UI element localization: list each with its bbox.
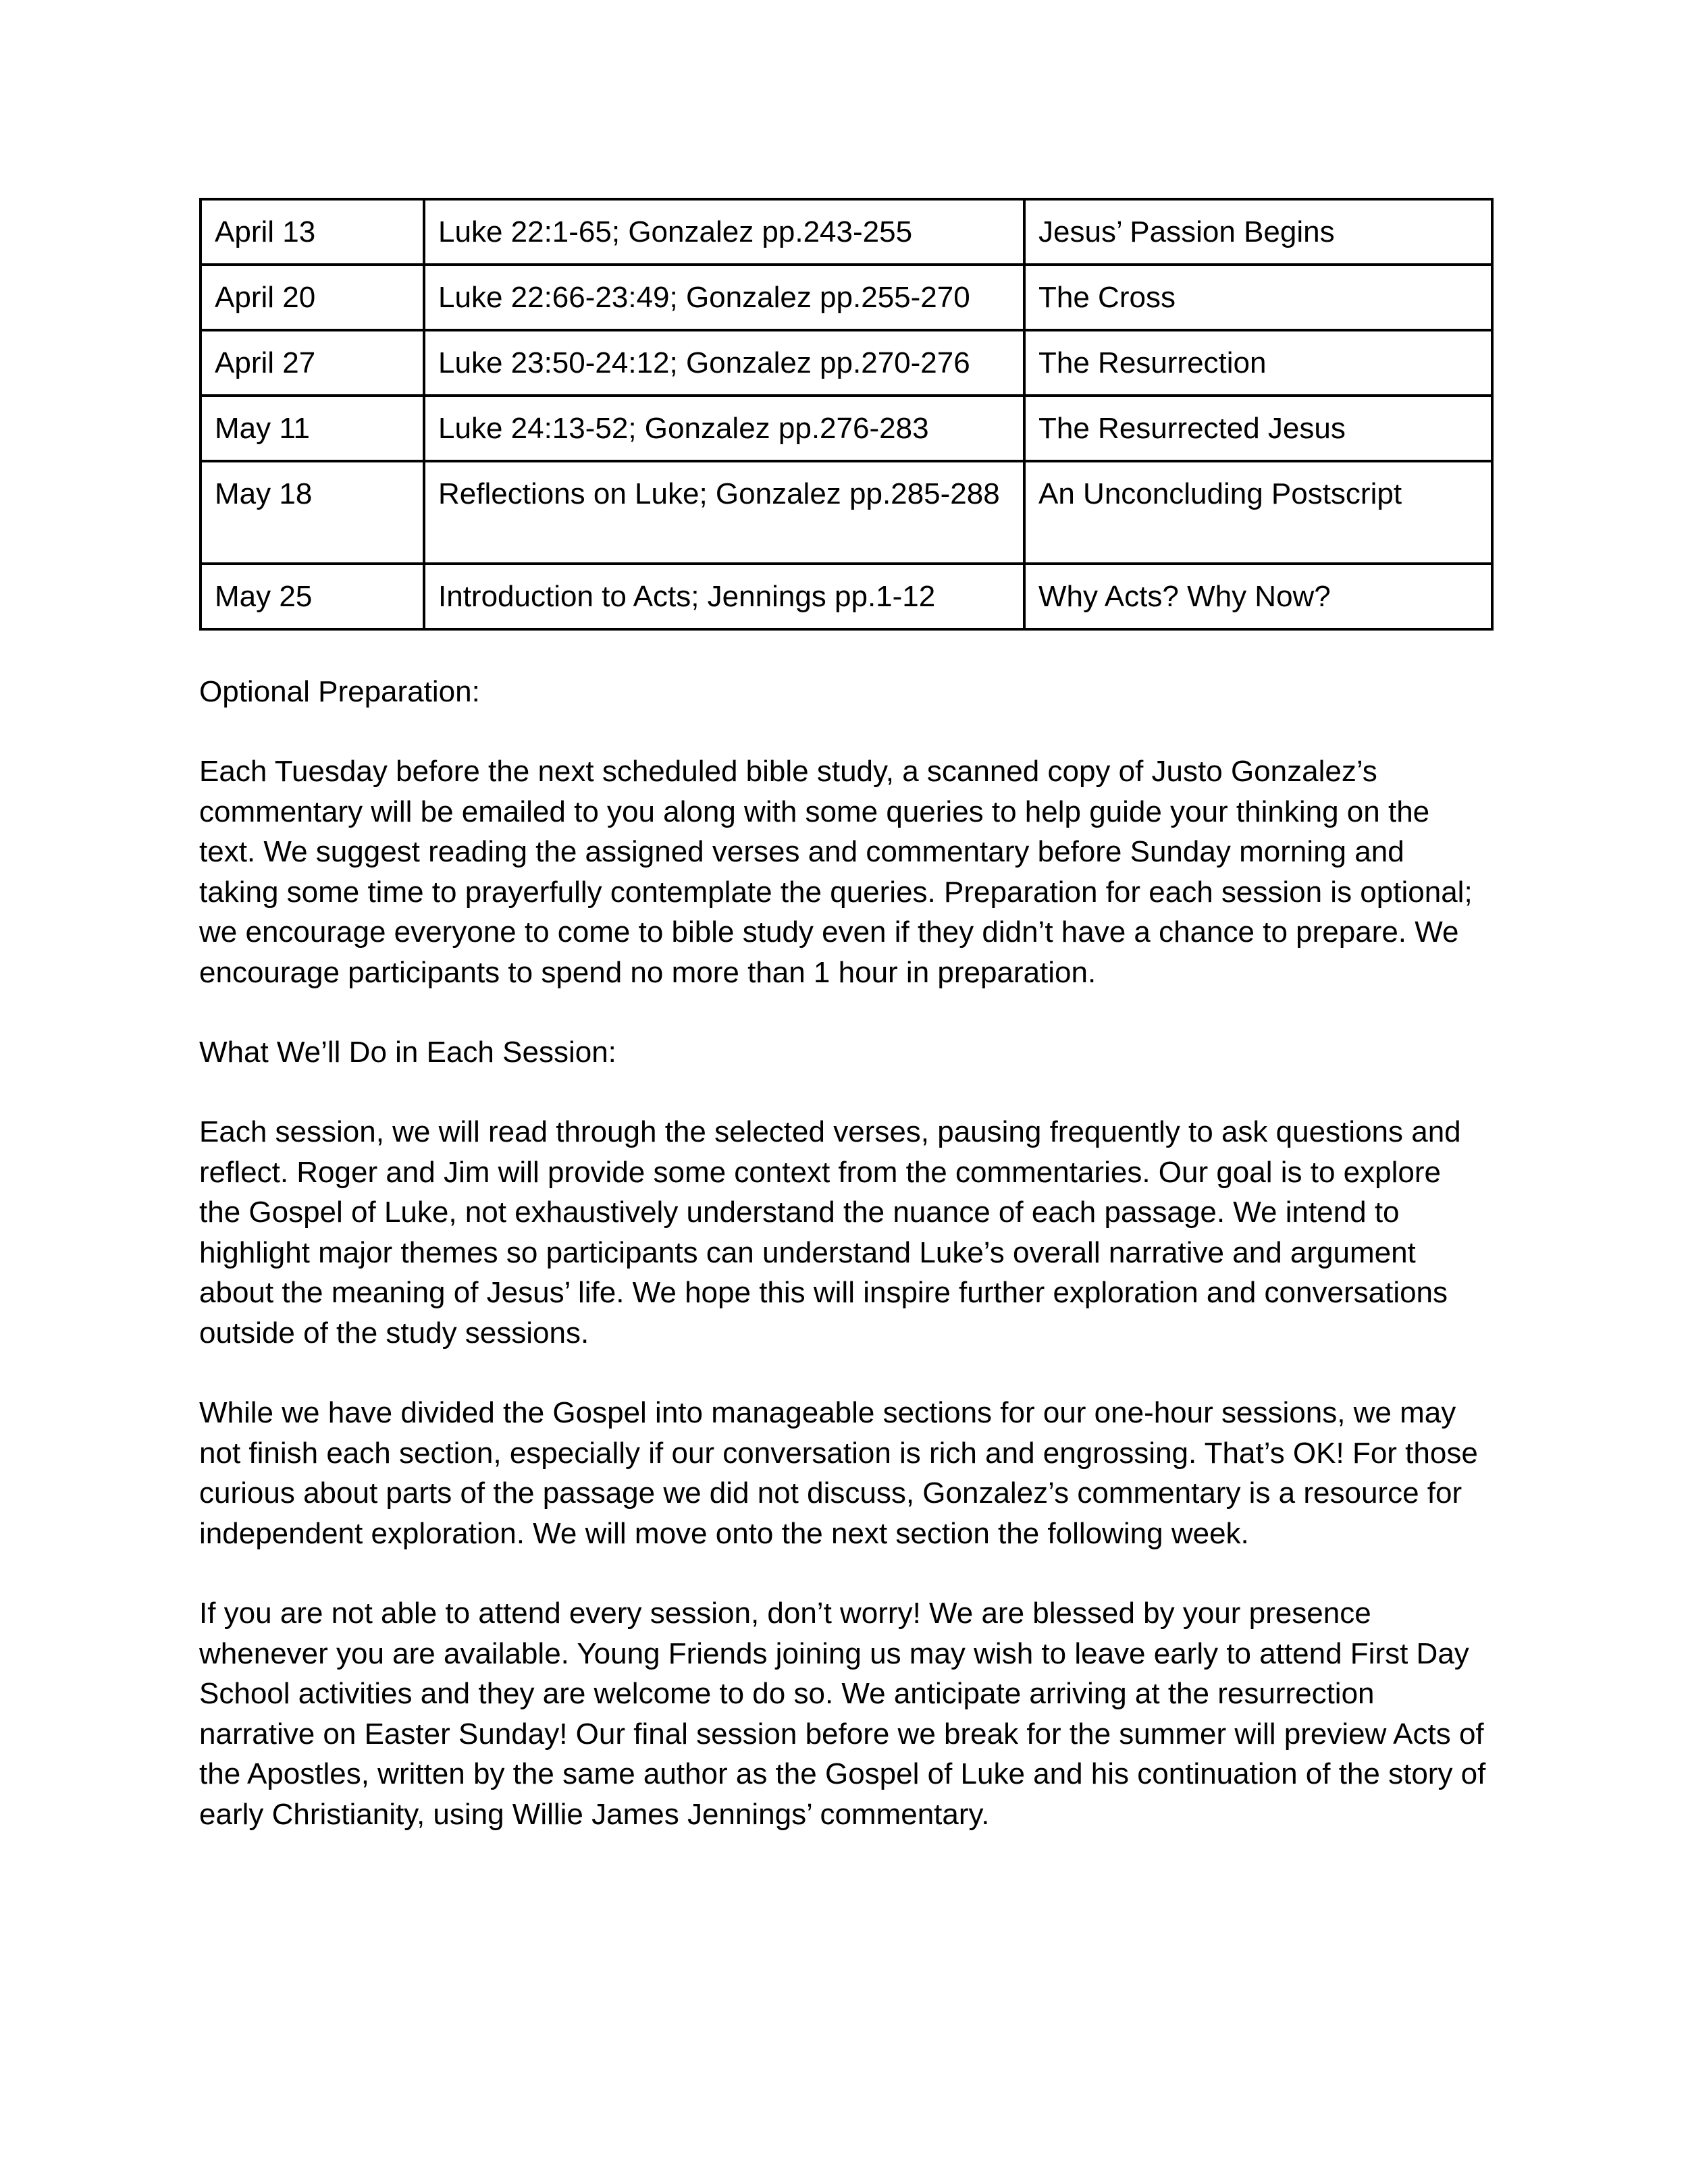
date-cell: May 25 — [201, 564, 424, 629]
table-row — [201, 199, 1492, 265]
each-session-paragraph-2: While we have divided the Gospel into manageable sections for our one-hour sessions, we may not finish each section, especially if our conversation is rich and engrossing. That’s OK! For those curious about parts of the passage we did not discuss, Gonzalez’s commentary is a resource for independent exploration. We will move onto the next section the following week. — [199, 1396, 1478, 1550]
topic-cell: Jesus’ Passion Begins — [1024, 199, 1492, 265]
schedule-table — [199, 198, 1494, 631]
optional-preparation-heading: Optional Preparation: — [199, 675, 480, 708]
each-session-paragraph-3: If you are not able to attend every session, don’t worry! We are blessed by your presence whenever you are available. Young Friends joining us may wish to leave early to attend First Day School activities and they are welcome to do so. We anticipate arriving at the resurrection narrative on Easter Sunday! Our final session before we break for the summer will preview Acts of the Apostles, written by the same author as the Gospel of Luke and his continuation of the story of early Christianity, using Willie James Jennings’ commentary. — [199, 1597, 1486, 1831]
reading-cell: Reflections on Luke; Gonzalez pp.285-288 — [424, 461, 1024, 564]
topic-cell: The Resurrection — [1024, 330, 1492, 396]
each-session-heading: What We’ll Do in Each Session: — [199, 1036, 616, 1069]
table-row — [201, 396, 1492, 461]
date-cell: May 18 — [201, 461, 424, 564]
table-row — [201, 330, 1492, 396]
date-cell: April 20 — [201, 265, 424, 330]
reading-cell: Luke 22:66-23:49; Gonzalez pp.255-270 — [424, 265, 1024, 330]
reading-cell: Luke 23:50-24:12; Gonzalez pp.270-276 — [424, 330, 1024, 396]
optional-preparation-paragraph: Each Tuesday before the next scheduled bible study, a scanned copy of Justo Gonzalez’s commentary will be emailed to you along with some queries to help guide your thinking on the text. We suggest reading the assigned verses and commentary before Sunday morning and taking some time to prayerfully contemplate the queries. Preparation for each session is optional; we encourage everyone to come to bible study even if they didn’t have a chance to prepare. We encourage participants to spend no more than 1 hour in preparation. — [199, 755, 1473, 989]
table-row — [201, 461, 1492, 564]
date-cell: May 11 — [201, 396, 424, 461]
each-session-paragraph-1: Each session, we will read through the selected verses, pausing frequently to ask questions and reflect. Roger and Jim will provide some context from the commentaries. Our goal is to explore the Gospel of Luke, not exhaustively understand the nuance of each passage. We intend to highlight major themes so participants can understand Luke’s overall narrative and argument about the meaning of Jesus’ life. We hope this will inspire further exploration and conversations outside of the study sessions. — [199, 1115, 1461, 1350]
table-row — [201, 564, 1492, 629]
date-cell: April 27 — [201, 330, 424, 396]
document-page — [199, 198, 1489, 1834]
topic-cell: The Resurrected Jesus — [1024, 396, 1492, 461]
reading-cell: Introduction to Acts; Jennings pp.1-12 — [424, 564, 1024, 629]
date-cell: April 13 — [201, 199, 424, 265]
reading-cell: Luke 24:13-52; Gonzalez pp.276-283 — [424, 396, 1024, 461]
table-row — [201, 265, 1492, 330]
topic-cell: Why Acts? Why Now? — [1024, 564, 1492, 629]
topic-cell: An Unconcluding Postscript — [1024, 461, 1492, 564]
reading-cell: Luke 22:1-65; Gonzalez pp.243-255 — [424, 199, 1024, 265]
topic-cell: The Cross — [1024, 265, 1492, 330]
